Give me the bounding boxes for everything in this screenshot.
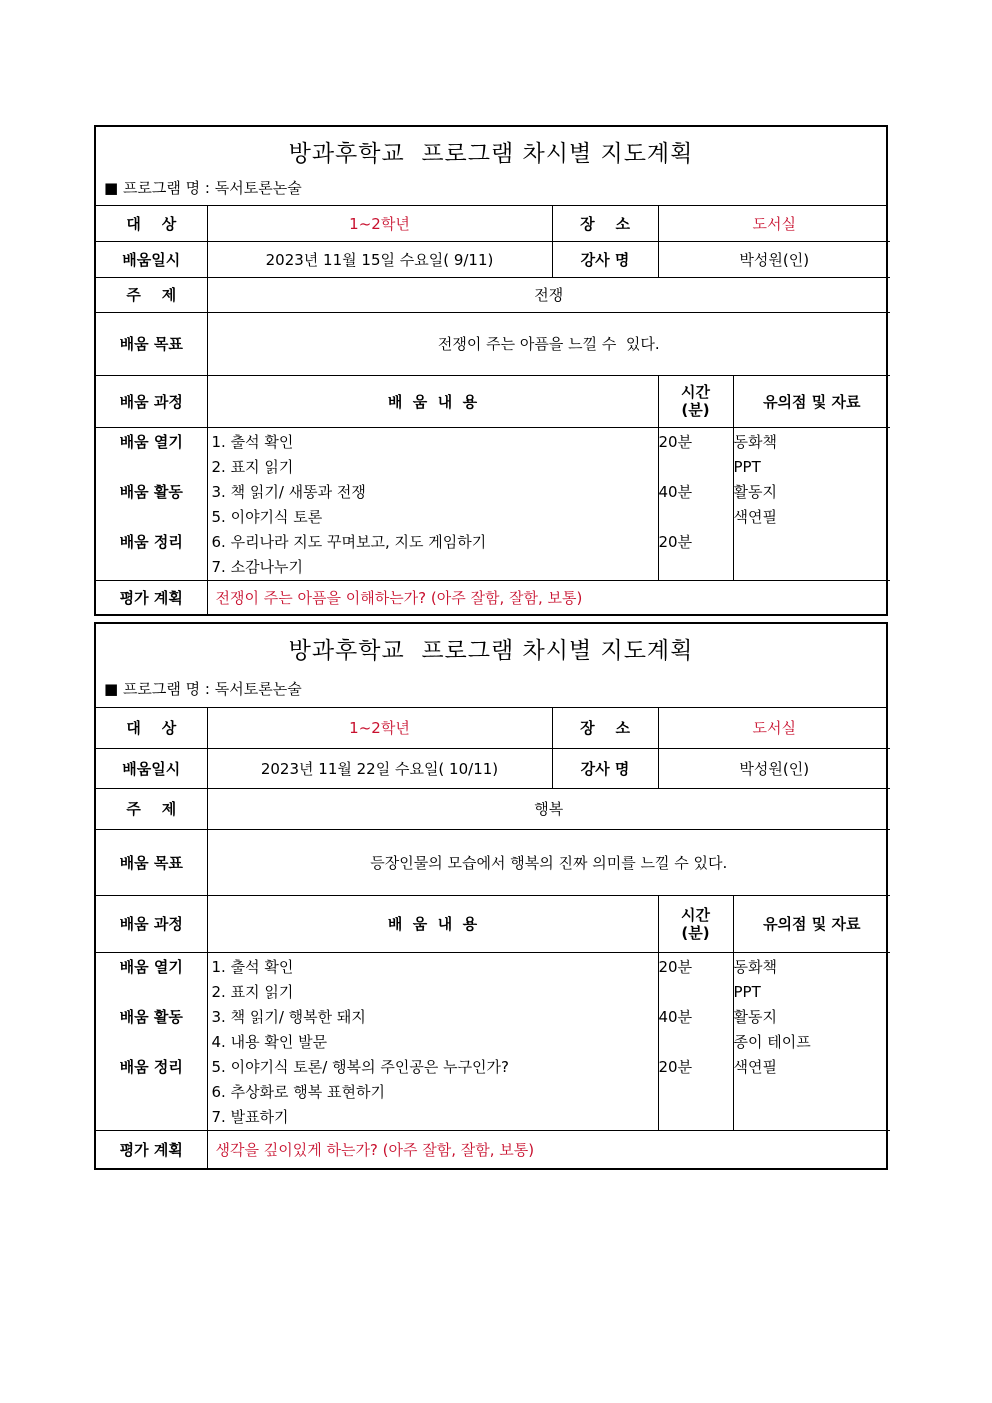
date-label: 배움일시 — [96, 748, 207, 788]
time-header — [658, 895, 733, 952]
materials-list — [733, 427, 890, 580]
content-item: 2. 표지 읽기 — [211, 982, 294, 1001]
content-item: 6. 추상화로 행복 표현하기 — [211, 1082, 386, 1101]
content-item: 3. 책 읽기/ 새똥과 전쟁 — [211, 482, 366, 501]
content-item: 4. 내용 확인 발문 — [211, 1032, 328, 1051]
topic-label: 주 제 — [96, 277, 207, 312]
date-value: 2023년 11월 22일 수요일( 10/11) — [207, 748, 552, 788]
plan-table — [96, 206, 890, 614]
topic-value: 행복 — [207, 788, 890, 829]
stage-activity: 배움 활동 — [119, 1007, 183, 1026]
material-item: PPT — [733, 982, 761, 1001]
goal-label: 배움 목표 — [96, 829, 207, 895]
plan-table — [96, 708, 890, 1168]
topic-value: 전쟁 — [207, 277, 890, 312]
time-item: 40분 — [658, 1007, 693, 1026]
material-item: PPT — [733, 457, 761, 476]
teacher-value: 박성원(인) — [658, 241, 890, 277]
place-value: 도서실 — [658, 206, 890, 241]
time-header-line1: 시간 — [681, 905, 710, 924]
topic-label: 주 제 — [96, 788, 207, 829]
notes-header: 유의점 및 자료 — [733, 375, 890, 427]
stage-open: 배움 열기 — [119, 957, 183, 976]
content-list — [207, 427, 658, 580]
date-label: 배움일시 — [96, 241, 207, 277]
content-item: 7. 발표하기 — [211, 1107, 289, 1126]
material-item: 활동지 — [733, 1007, 777, 1026]
time-header-line2: (분) — [681, 923, 710, 942]
date-value: 2023년 11월 15일 수요일( 9/11) — [207, 241, 552, 277]
plan-header — [96, 624, 886, 708]
time-item: 20분 — [658, 1057, 693, 1076]
lesson-plan-2 — [94, 622, 888, 1170]
goal-label: 배움 목표 — [96, 312, 207, 375]
material-item: 색연필 — [733, 507, 777, 526]
place-label: 장 소 — [552, 708, 658, 748]
teacher-label: 강사 명 — [552, 241, 658, 277]
target-value: 1~2학년 — [207, 708, 552, 748]
eval-value: 전쟁이 주는 아픔을 이해하는가? (아주 잘함, 잘함, 보통) — [207, 580, 890, 614]
notes-header: 유의점 및 자료 — [733, 895, 890, 952]
content-header: 배 움 내 용 — [207, 375, 658, 427]
eval-value: 생각을 깊이있게 하는가? (아주 잘함, 잘함, 보통) — [207, 1130, 890, 1168]
content-item: 1. 출석 확인 — [211, 957, 294, 976]
goal-value: 전쟁이 주는 아픔을 느낄 수 있다. — [207, 312, 890, 375]
time-header-line1: 시간 — [681, 383, 710, 401]
stage-wrapup: 배움 정리 — [119, 532, 183, 551]
content-item: 6. 우리나라 지도 꾸며보고, 지도 게임하기 — [211, 532, 487, 551]
material-item: 동화책 — [733, 957, 777, 976]
plan-header — [96, 127, 886, 206]
time-item: 20분 — [658, 957, 693, 976]
process-label: 배움 과정 — [96, 375, 207, 427]
content-item: 3. 책 읽기/ 행복한 돼지 — [211, 1007, 366, 1026]
stages-cell — [96, 427, 207, 580]
time-list — [658, 427, 733, 580]
time-header-line2: (분) — [681, 401, 710, 419]
content-list — [207, 952, 658, 1130]
time-item: 20분 — [658, 432, 693, 451]
material-item: 동화책 — [733, 432, 777, 451]
place-value: 도서실 — [658, 708, 890, 748]
material-item: 색연필 — [733, 1057, 777, 1076]
content-item: 1. 출석 확인 — [211, 432, 294, 451]
eval-label: 평가 계획 — [96, 1130, 207, 1168]
stage-activity: 배움 활동 — [119, 482, 183, 501]
program-name: ■ 프로그램 명 : 독서토론논술 — [104, 179, 302, 197]
time-list — [658, 952, 733, 1130]
process-label: 배움 과정 — [96, 895, 207, 952]
material-item: 활동지 — [733, 482, 777, 501]
target-label: 대 상 — [96, 708, 207, 748]
plan-title: 방과후학교 프로그램 차시별 지도계획 — [288, 141, 694, 167]
place-label: 장 소 — [552, 206, 658, 241]
content-item: 5. 이야기식 토론/ 행복의 주인공은 누구인가? — [211, 1057, 509, 1076]
content-item: 7. 소감나누기 — [211, 557, 304, 576]
materials-list — [733, 952, 890, 1130]
teacher-value: 박성원(인) — [658, 748, 890, 788]
time-header — [658, 375, 733, 427]
stages-cell — [96, 952, 207, 1130]
time-item: 40분 — [658, 482, 693, 501]
teacher-label: 강사 명 — [552, 748, 658, 788]
program-name: ■ 프로그램 명 : 독서토론논술 — [104, 680, 302, 698]
time-item: 20분 — [658, 532, 693, 551]
lesson-plan-1 — [94, 125, 888, 616]
content-item: 5. 이야기식 토론 — [211, 507, 323, 526]
stage-wrapup: 배움 정리 — [119, 1057, 183, 1076]
stage-open: 배움 열기 — [119, 432, 183, 451]
plan-title: 방과후학교 프로그램 차시별 지도계획 — [288, 638, 694, 664]
content-header: 배 움 내 용 — [207, 895, 658, 952]
target-value: 1~2학년 — [207, 206, 552, 241]
target-label: 대 상 — [96, 206, 207, 241]
goal-value: 등장인물의 모습에서 행복의 진짜 의미를 느낄 수 있다. — [207, 829, 890, 895]
material-item: 종이 테이프 — [733, 1032, 811, 1051]
eval-label: 평가 계획 — [96, 580, 207, 614]
content-item: 2. 표지 읽기 — [211, 457, 294, 476]
